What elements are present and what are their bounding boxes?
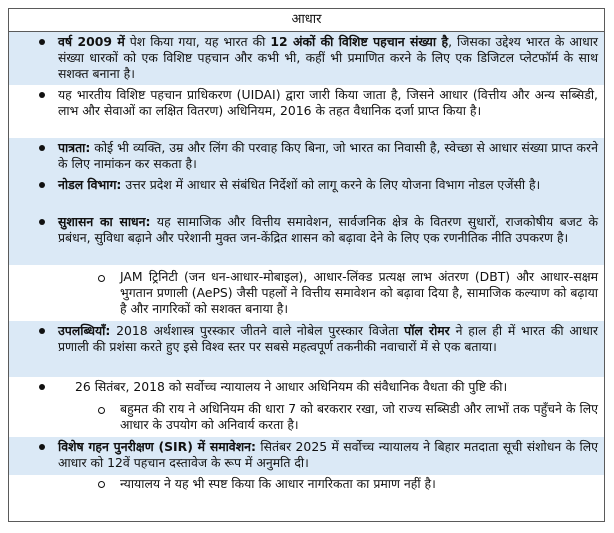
list-item-jam-trinity [9, 265, 604, 321]
item-text: यह भारतीय विशिष्ट पहचान प्राधिकरण (UIDAI) द्वारा जारी किया जाता है, जिसने आधार (वित्तीय और अन्य सब्सिडी, लाभ और सेवाओं का लक्षित वितरण) अधिनियम, 2016 के तहत वैधानिक दर्जा प्राप्त किया है। [58, 87, 598, 119]
item-text: विशेष गहन पुनरीक्षण (SIR) में समावेशन: सितंबर 2025 में सर्वोच्च न्यायालय ने बिहार मतदाता सूची संशोधन के लिए आधार को 12वें पहचान दस्तावेज के रूप में अनुमति दी। [58, 439, 598, 471]
circle-bullet-icon [98, 407, 105, 414]
bullet-icon [39, 39, 45, 45]
list-item-citizenship-proof [9, 475, 604, 495]
list-item-uidai [9, 85, 604, 138]
bullet-icon [39, 444, 45, 450]
item-text: बहुमत की राय ने अधिनियम की धारा 7 को बरकरार रखा, जो राज्य सब्सिडी और लाभों तक पहुँचने के लिए आधार के उपयोग को अनिवार्य करता है। [120, 401, 598, 433]
list-item-introduction [9, 32, 604, 85]
bullet-icon [39, 92, 45, 98]
list-item-sir-inclusion [9, 437, 604, 475]
bullet-icon [39, 182, 45, 188]
bullet-icon [39, 384, 45, 390]
item-text: वर्ष 2009 में पेश किया गया, यह भारत की 12 अंकों की विशिष्ट पहचान संख्या है, जिसका उद्देश्य भारत के आधार संख्या धारकों को एक विशिष्ट पहचान और कभी भी, कहीं भी प्रमाणित करने के लिए एक डिजिटल प्लेटफॉर्म के साथ सशक्त बनाना है। [58, 34, 598, 82]
item-text: न्यायालय ने यह भी स्पष्ट किया कि आधार नागरिकता का प्रमाण नहीं है। [120, 476, 436, 491]
list-item-section-7 [9, 398, 604, 437]
item-text: नोडल विभाग: उत्तर प्रदेश में आधार से संबंधित निर्देशों को लागू करने के लिए योजना विभाग नोडल एजेंसी है। [58, 177, 541, 192]
bullet-icon [39, 219, 45, 225]
item-text: पात्रता: कोई भी व्यक्ति, उम्र और लिंग की परवाह किए बिना, जो भारत का निवासी है, स्वेच्छा से आधार संख्या प्राप्त करने के लिए नामांकन कर सकता है। [58, 140, 598, 172]
list-item-nodal-department [9, 175, 604, 212]
item-text: JAM ट्रिनिटी (जन धन-आधार-मोबाइल), आधार-लिंक्ड प्रत्यक्ष लाभ अंतरण (DBT) और आधार-सक्षम भुगतान प्रणाली (AePS) जैसी पहलों ने वित्तीय समावेशन को बढ़ावा दिया है, सामाजिक कल्याण को बढ़ाया है और नागरिकों को सशक्त बनाया है। [120, 269, 598, 317]
aadhaar-table [8, 8, 605, 522]
item-text: उपलब्धियाँ: 2018 अर्थशास्त्र पुरस्कार जीतने वाले नोबेल पुरस्कार विजेता पॉल रोमर ने हाल ही में भारत की आधार प्रणाली की प्रशंसा करते हुए इसे विश्व स्तर पर सबसे महत्वपूर्ण तकनीकी नवाचारों में से एक बताया। [58, 323, 598, 355]
bullet-icon [39, 145, 45, 151]
table-title: आधार [9, 9, 604, 32]
bullet-icon [39, 328, 45, 334]
item-text: 26 सितंबर, 2018 को सर्वोच्च न्यायालय ने आधार अधिनियम की संवैधानिक वैधता की पुष्टि की। [75, 379, 508, 394]
circle-bullet-icon [98, 481, 105, 488]
item-text: सुशासन का साधन: यह सामाजिक और वित्तीय समावेशन, सार्वजनिक क्षेत्र के वितरण सुधारों, राजकोषीय बजट के प्रबंधन, सुविधा बढ़ाने और परेशानी मुक्त जन-केंद्रित शासन को बढ़ावा देने के लिए एक रणनीतिक नीति उपकरण है। [58, 214, 598, 246]
list-item-achievements [9, 321, 604, 377]
circle-bullet-icon [98, 275, 105, 282]
list-item-eligibility [9, 138, 604, 175]
list-item-good-governance [9, 212, 604, 265]
list-item-supreme-court [9, 377, 604, 398]
